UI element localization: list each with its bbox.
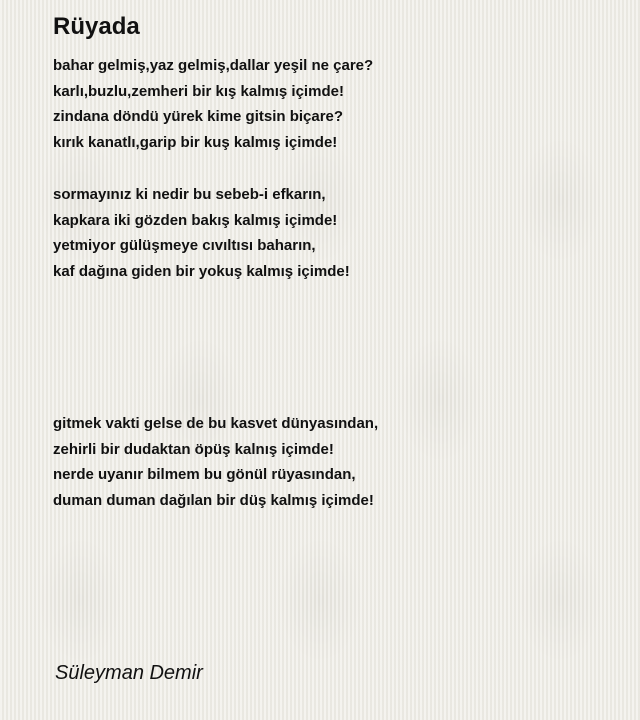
poem-line: gitmek vakti gelse de bu kasvet dünyasından, [53,415,379,432]
poem-line: duman duman dağılan bir düş kalmış içimde! [53,492,374,510]
poem-line: yetmiyor gülüşmeye cıvıltısı baharın, [53,237,316,255]
stanza-3 [53,411,378,514]
poem-line: kapkara iki gözden bakış kalmış içimde! [53,211,338,229]
stanza-2 [53,182,350,285]
poem-line: kaf dağına giden bir yokuş kalmış içimde! [53,263,350,281]
poem-line: sormayınız ki nedir bu sebeb-i efkarın, [53,186,326,203]
poem-line: bahar gelmiş,yaz gelmiş,dallar yeşil ne çare? [53,57,374,74]
poem-line: kırık kanatlı,garip bir kuş kalmış içimde! [53,134,338,152]
poem-author: Süleyman Demir [55,662,203,684]
stanza-1 [53,53,373,156]
poem-line: zehirli bir dudaktan öpüş kalnış içimde! [53,440,334,458]
poem-line: nerde uyanır bilmem bu gönül rüyasından, [53,466,356,484]
poem-line: karlı,buzlu,zemheri bir kış kalmış içimde! [53,82,344,100]
poem-line: zindana döndü yürek kime gitsin biçare? [53,108,344,126]
poem-title: Rüyada [53,13,140,40]
